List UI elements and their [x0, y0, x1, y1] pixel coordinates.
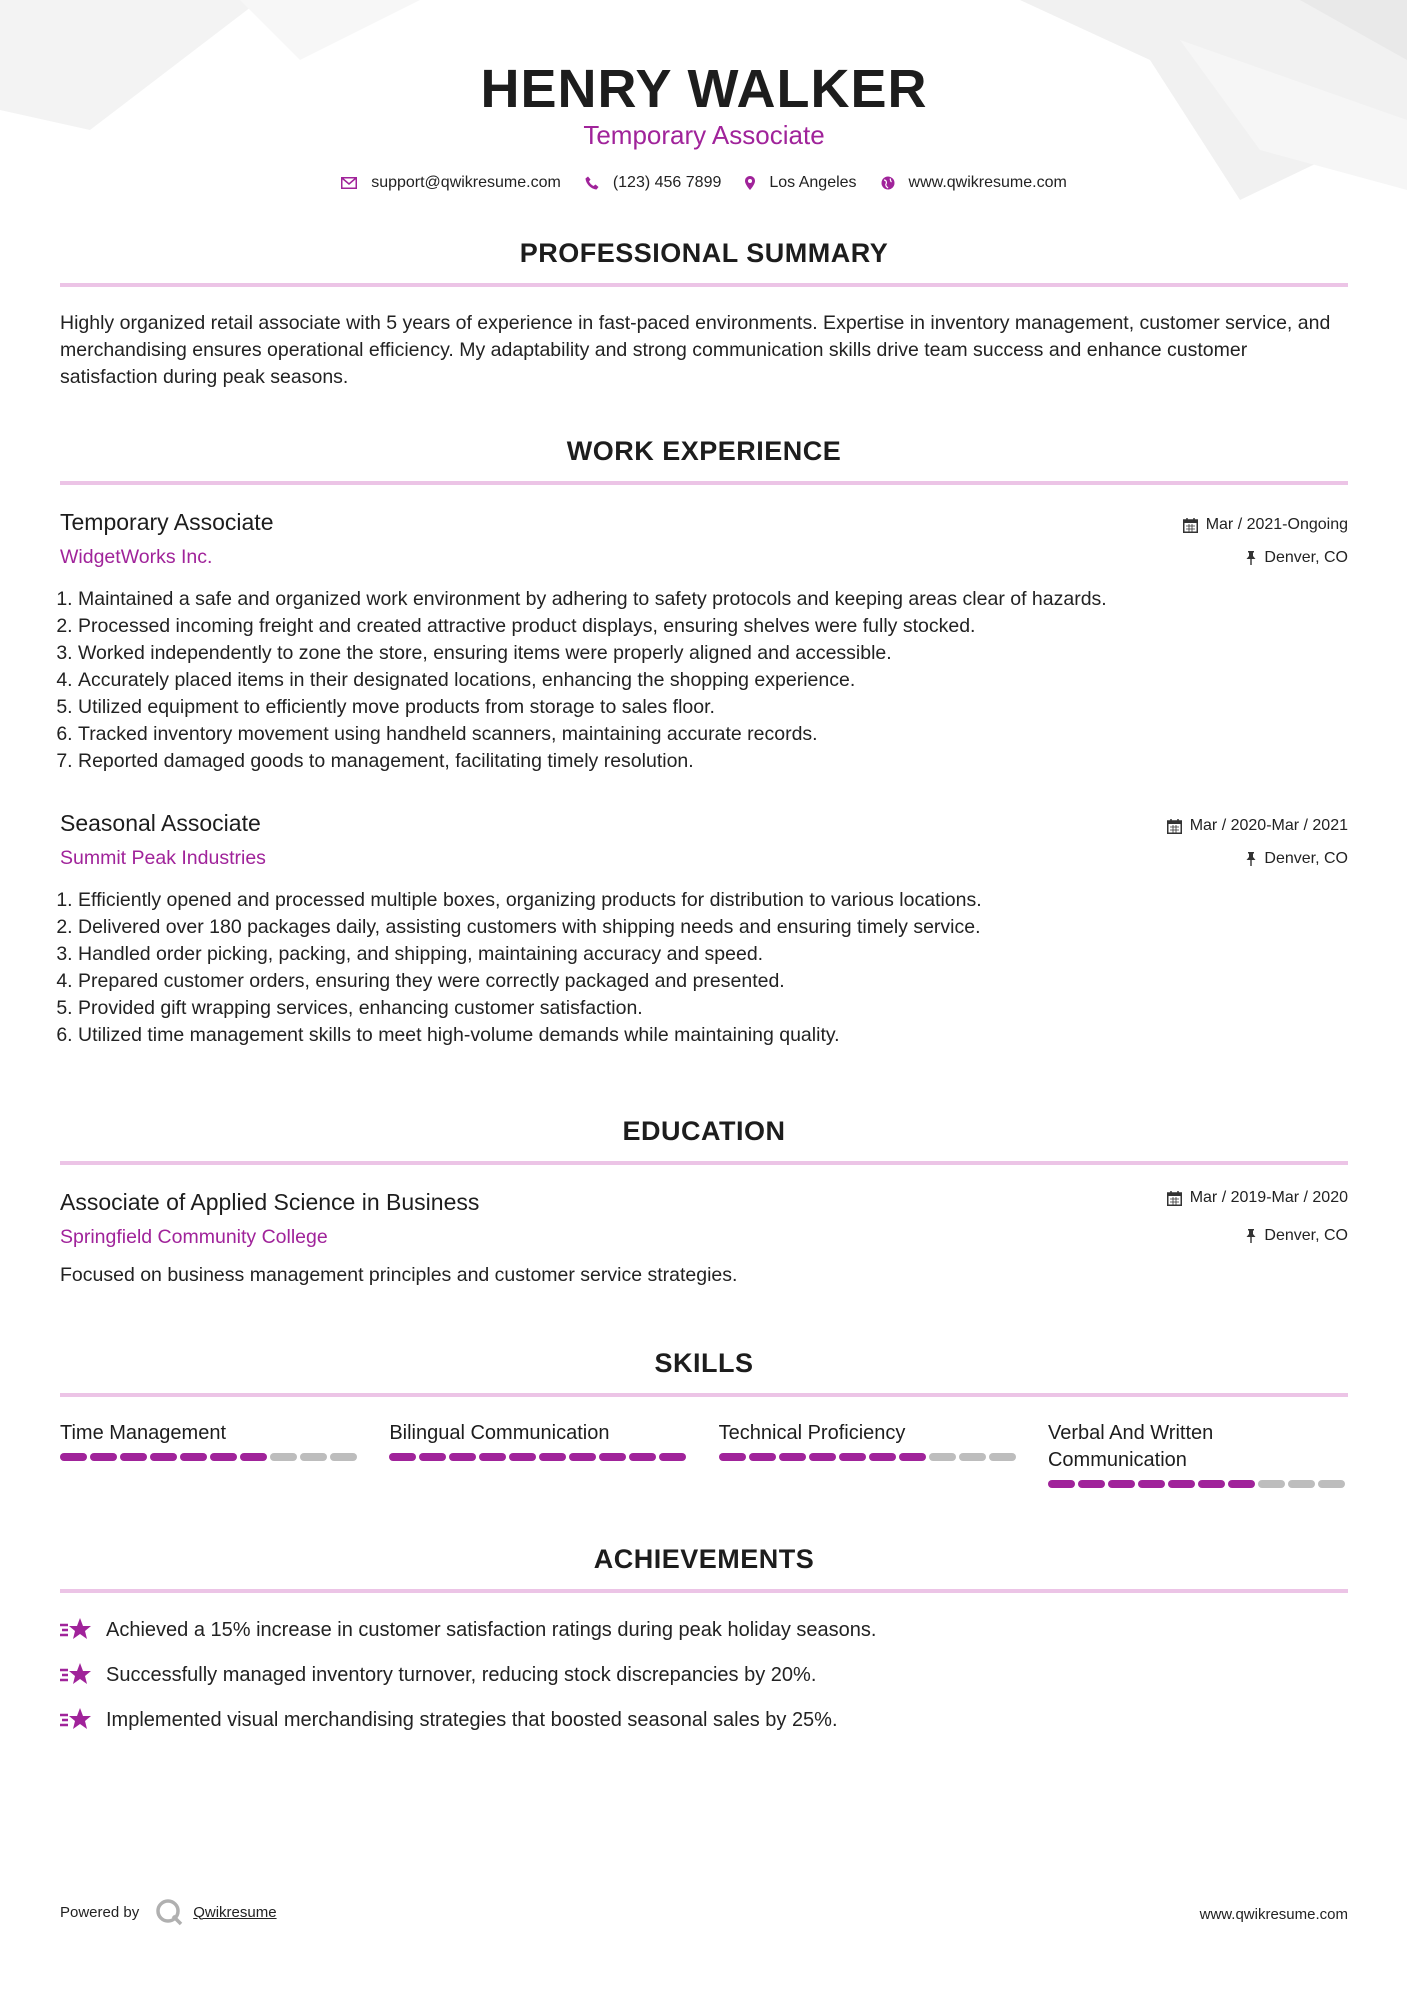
education-location — [1246, 1227, 1348, 1245]
job-location-text: Denver, CO — [1264, 850, 1348, 867]
achievement-item — [60, 1707, 838, 1733]
skill-level-segment — [809, 1453, 836, 1461]
contact-website[interactable] — [881, 174, 1067, 192]
list-item: 2. Processed incoming freight and created attractive product displays, ensuring shelves were fully stocked. — [78, 613, 1366, 640]
skill-level-segment — [989, 1453, 1016, 1461]
job-company: Summit Peak Industries — [60, 847, 266, 869]
star-icon — [60, 1662, 92, 1688]
job-dates-text: Mar / 2020-Mar / 2021 — [1189, 817, 1348, 834]
skill-name: Technical Proficiency — [718, 1422, 906, 1444]
list-item: 5. Provided gift wrapping services, enhancing customer satisfaction. — [78, 995, 1366, 1022]
skill-level-segment — [539, 1453, 566, 1461]
phone-icon — [585, 176, 599, 190]
contact-location-text: Los Angeles — [769, 174, 857, 191]
job-dates — [1167, 817, 1348, 835]
skills-heading: SKILLS — [654, 1348, 754, 1378]
skill-level-segment — [1168, 1480, 1195, 1488]
skill-level-segment — [1318, 1480, 1345, 1488]
footer-powered-by — [60, 1898, 277, 1926]
achievement-item — [60, 1662, 816, 1688]
footer-url[interactable]: www.qwikresume.com — [1199, 1906, 1348, 1923]
list-item: 7. Reported damaged goods to management, facilitating timely resolution. — [78, 748, 1366, 775]
skill-item — [1048, 1420, 1348, 1488]
skill-name: Time Management — [60, 1422, 226, 1444]
list-item: 4. Prepared customer orders, ensuring they were correctly packaged and presented. — [78, 968, 1366, 995]
skill-level-segment — [120, 1453, 147, 1461]
candidate-name: HENRY WALKER — [480, 59, 928, 119]
degree-title: Associate of Applied Science in Business — [60, 1189, 480, 1215]
achievement-text: Achieved a 15% increase in customer satisfaction ratings during peak holiday seasons. — [106, 1618, 877, 1641]
achievements-heading: ACHIEVEMENTS — [593, 1544, 815, 1574]
skill-level-bar — [1048, 1480, 1348, 1488]
job-location — [1246, 549, 1348, 567]
contact-website-text: www.qwikresume.com — [908, 174, 1067, 191]
list-item: 6. Utilized time management skills to meet high-volume demands while maintaining quality. — [78, 1022, 1366, 1049]
skill-item — [60, 1420, 360, 1488]
contact-phone-text: (123) 456 7899 — [612, 174, 722, 191]
skill-level-segment — [749, 1453, 776, 1461]
list-item: 1. Efficiently opened and processed multiple boxes, organizing products for distribution to various locations. — [78, 887, 1366, 914]
skill-level-segment — [90, 1453, 117, 1461]
skill-level-segment — [899, 1453, 926, 1461]
skill-level-segment — [869, 1453, 896, 1461]
list-item: 2. Delivered over 180 packages daily, assisting customers with shipping needs and ensuring timely service. — [78, 914, 1366, 941]
map-marker-icon — [745, 176, 755, 190]
skill-level-segment — [210, 1453, 237, 1461]
skill-level-segment — [1228, 1480, 1255, 1488]
education-dates — [1167, 1189, 1348, 1207]
list-item: 4. Accurately placed items in their designated locations, enhancing the shopping experience. — [78, 667, 1366, 694]
globe-icon — [881, 176, 895, 190]
skill-level-segment — [1108, 1480, 1135, 1488]
achievement-item — [60, 1617, 876, 1643]
list-item: 6. Tracked inventory movement using handheld scanners, maintaining accurate records. — [78, 721, 1366, 748]
skill-level-segment — [419, 1453, 446, 1461]
star-icon — [60, 1617, 92, 1643]
envelope-icon — [341, 177, 357, 189]
skill-level-segment — [719, 1453, 746, 1461]
summary-text: Highly organized retail associate with 5 years of experience in fast-paced environments. Expertise in inventory management, customer service, and merchandising ensures operational efficiency. My adaptability and strong communication skills drive team success and enhance customer satisfaction during peak seasons. — [60, 312, 1331, 388]
job-responsibilities — [60, 887, 1366, 1049]
skill-level-segment — [1258, 1480, 1285, 1488]
skill-level-segment — [1288, 1480, 1315, 1488]
skill-level-segment — [330, 1453, 357, 1461]
skill-level-segment — [659, 1453, 686, 1461]
skill-level-bar — [719, 1453, 1019, 1461]
skill-level-bar — [60, 1453, 360, 1461]
job-responsibilities — [60, 586, 1366, 775]
skill-level-segment — [60, 1453, 87, 1461]
job-company: WidgetWorks Inc. — [60, 546, 213, 568]
powered-by-label: Powered by — [60, 1903, 140, 1921]
job-dates-text: Mar / 2021-Ongoing — [1205, 516, 1348, 533]
candidate-role: Temporary Associate — [583, 120, 825, 150]
skill-level-segment — [300, 1453, 327, 1461]
skill-level-segment — [779, 1453, 806, 1461]
skill-level-segment — [569, 1453, 596, 1461]
experience-divider — [60, 481, 1348, 485]
job-title: Seasonal Associate — [60, 810, 261, 836]
pin-icon — [1246, 1229, 1256, 1243]
job-location-text: Denver, CO — [1264, 549, 1348, 566]
skill-level-segment — [1048, 1480, 1075, 1488]
skills-divider — [60, 1393, 1348, 1397]
education-heading: EDUCATION — [622, 1116, 786, 1146]
job-location — [1246, 850, 1348, 868]
skill-level-segment — [389, 1453, 416, 1461]
skill-name: Verbal And Written Communication — [1047, 1422, 1214, 1471]
job-dates — [1183, 516, 1348, 534]
contact-location — [745, 174, 856, 192]
skill-level-segment — [449, 1453, 476, 1461]
skill-level-segment — [240, 1453, 267, 1461]
calendar-icon — [1183, 518, 1198, 533]
pin-icon — [1246, 852, 1256, 866]
list-item: 3. Worked independently to zone the store, ensuring items were properly aligned and accessible. — [78, 640, 1366, 667]
skill-item — [719, 1420, 1019, 1488]
skill-level-segment — [599, 1453, 626, 1461]
summary-divider — [60, 283, 1348, 287]
qwikresume-logo-icon — [155, 1898, 183, 1926]
star-icon — [60, 1707, 92, 1733]
achievements-divider — [60, 1589, 1348, 1593]
list-item: 3. Handled order picking, packing, and shipping, maintaining accuracy and speed. — [78, 941, 1366, 968]
achievement-text: Implemented visual merchandising strategies that boosted seasonal sales by 25%. — [106, 1708, 838, 1731]
skill-level-segment — [1138, 1480, 1165, 1488]
pin-icon — [1246, 551, 1256, 565]
skill-level-segment — [839, 1453, 866, 1461]
skill-level-segment — [929, 1453, 956, 1461]
contact-bar — [60, 174, 1348, 192]
skill-level-segment — [150, 1453, 177, 1461]
job-title: Temporary Associate — [60, 509, 274, 535]
list-item: 1. Maintained a safe and organized work environment by adhering to safety protocols and keeping areas clear of hazards. — [78, 586, 1366, 613]
skill-level-segment — [180, 1453, 207, 1461]
skill-level-segment — [479, 1453, 506, 1461]
education-dates-text: Mar / 2019-Mar / 2020 — [1189, 1189, 1348, 1206]
calendar-icon — [1167, 819, 1182, 834]
skill-level-segment — [629, 1453, 656, 1461]
summary-heading: PROFESSIONAL SUMMARY — [519, 238, 889, 268]
list-item: 5. Utilized equipment to efficiently move products from storage to sales floor. — [78, 694, 1366, 721]
qwikresume-link[interactable]: Qwikresume — [193, 1903, 277, 1921]
skill-level-bar — [389, 1453, 689, 1461]
contact-email[interactable] — [341, 174, 561, 192]
skill-name: Bilingual Communication — [389, 1422, 610, 1444]
education-divider — [60, 1161, 1348, 1165]
education-location-text: Denver, CO — [1264, 1227, 1348, 1244]
calendar-icon — [1167, 1191, 1182, 1206]
skill-level-segment — [1198, 1480, 1225, 1488]
skill-level-segment — [509, 1453, 536, 1461]
skill-level-segment — [1078, 1480, 1105, 1488]
skill-item — [389, 1420, 689, 1488]
contact-email-text: support@qwikresume.com — [371, 174, 561, 191]
achievement-text: Successfully managed inventory turnover, reducing stock discrepancies by 20%. — [106, 1663, 817, 1686]
education-description: Focused on business management principles and customer service strategies. — [60, 1264, 738, 1286]
skill-level-segment — [959, 1453, 986, 1461]
skill-level-segment — [270, 1453, 297, 1461]
school-name: Springfield Community College — [60, 1226, 328, 1248]
experience-heading: WORK EXPERIENCE — [566, 436, 842, 466]
contact-phone[interactable] — [585, 174, 722, 192]
skills-grid — [60, 1420, 1348, 1488]
